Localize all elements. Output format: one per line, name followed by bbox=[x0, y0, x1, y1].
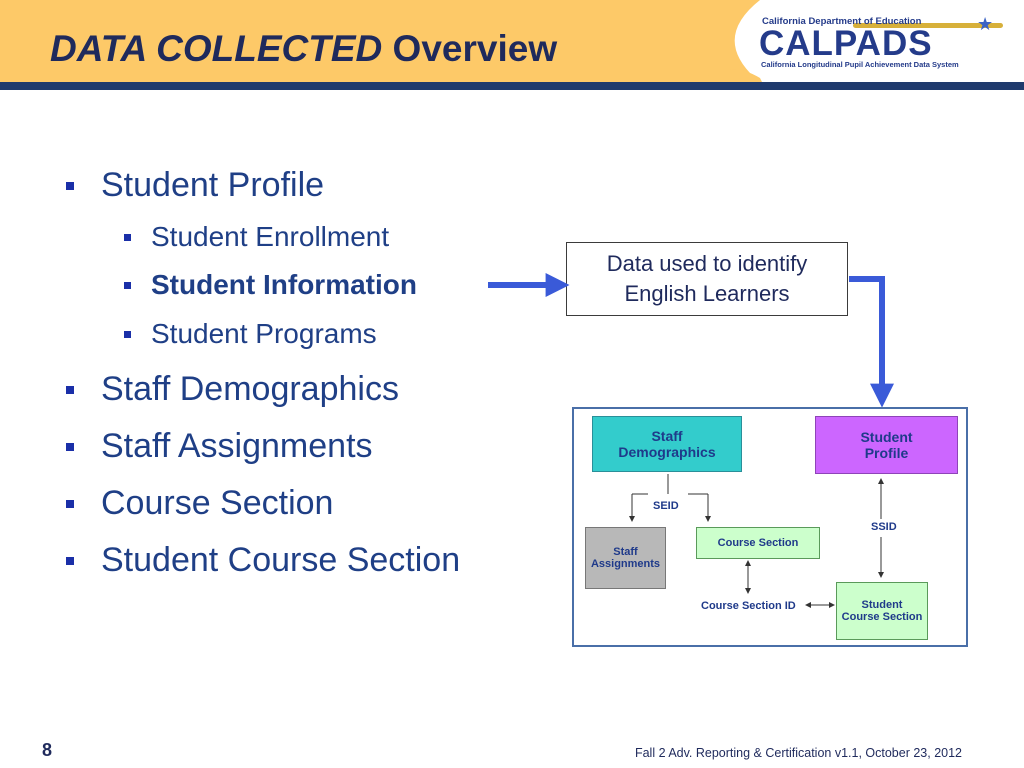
staff-demographics-box: Staff Demographics bbox=[592, 416, 742, 472]
logo-subtitle: California Longitudinal Pupil Achievement Data System bbox=[761, 60, 959, 69]
footer-text: Fall 2 Adv. Reporting & Certification v1.1, October 23, 2012 bbox=[634, 746, 962, 760]
square-bullet-icon bbox=[66, 386, 74, 394]
logo-department: California Department of Education bbox=[762, 16, 922, 27]
ssid-label: SSID bbox=[871, 521, 897, 533]
square-bullet-icon bbox=[66, 443, 74, 451]
staff-assignments-box: Staff Assignments bbox=[585, 527, 666, 589]
student-course-section-box: Student Course Section bbox=[836, 582, 928, 640]
course-section-box: Course Section bbox=[696, 527, 820, 559]
square-bullet-icon bbox=[124, 331, 131, 338]
arrow-to-diagram bbox=[849, 279, 882, 398]
logo-name: CALPADS bbox=[759, 24, 933, 63]
bullet-item: Staff Assignments bbox=[101, 427, 373, 466]
bullet-item: Student Profile bbox=[101, 166, 324, 205]
calpads-logo bbox=[755, 12, 1017, 72]
square-bullet-icon bbox=[66, 557, 74, 565]
sub-bullet-item: Student Enrollment bbox=[151, 221, 389, 253]
student-profile-box: Student Profile bbox=[815, 416, 958, 474]
square-bullet-icon bbox=[124, 234, 131, 241]
page-title: DATA COLLECTED Overview bbox=[50, 28, 558, 69]
bullet-item: Student Course Section bbox=[101, 541, 460, 580]
bullet-item: Course Section bbox=[101, 484, 333, 523]
data-relationship-diagram bbox=[572, 407, 968, 647]
course-section-id-label: Course Section ID bbox=[701, 600, 796, 612]
square-bullet-icon bbox=[66, 500, 74, 508]
square-bullet-icon bbox=[124, 282, 131, 289]
callout-box: Data used to identify English Learners bbox=[566, 242, 848, 316]
slide-number: 8 bbox=[42, 740, 53, 760]
sub-bullet-item: Student Programs bbox=[151, 318, 377, 350]
sub-bullet-item-highlighted: Student Information bbox=[151, 269, 417, 301]
seid-label: SEID bbox=[653, 500, 679, 512]
star-icon: ★ bbox=[977, 14, 994, 34]
square-bullet-icon bbox=[66, 182, 74, 190]
bullet-item: Staff Demographics bbox=[101, 370, 399, 409]
